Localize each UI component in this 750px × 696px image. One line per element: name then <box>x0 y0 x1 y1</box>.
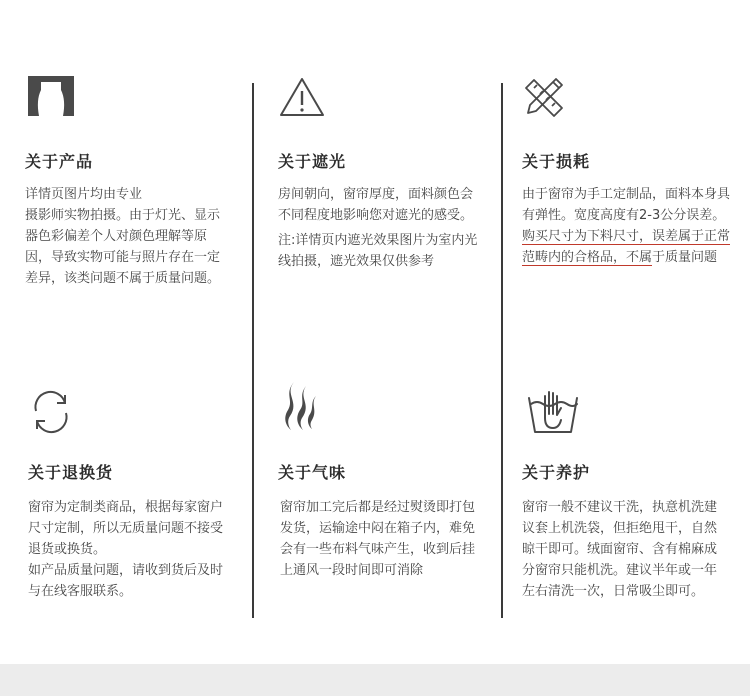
section-text: 由于窗帘为手工定制品，面料本身具有弹性。宽度高度有2-3公分误差。 <box>522 187 731 223</box>
section-body <box>522 497 727 602</box>
refresh-arrows-icon <box>28 389 74 435</box>
footer-band <box>0 664 750 696</box>
section-title: 关于产品 <box>25 152 94 171</box>
hand-wash-icon <box>527 388 579 434</box>
section-text: 于质量问题 <box>652 250 718 265</box>
section-title: 关于损耗 <box>522 152 591 171</box>
section-body <box>278 184 478 272</box>
smoke-icon <box>282 380 318 432</box>
section-title: 关于气味 <box>278 463 347 482</box>
section-text: 摄影师实物拍摄。由于灯光、显示器色彩偏差个人对颜色理解等原因，导致实物可能与照片存在一定差异，该类问题不属于质量问题。 <box>25 208 221 286</box>
column-divider-left <box>252 83 254 618</box>
section-text: 窗帘加工完后都是经过熨烫即打包发货，运输途中闷在箱子内，难免会有一些布料气味产生，收到后挂上通风一段时间即可消除 <box>280 500 476 578</box>
section-body <box>280 497 480 581</box>
section-text: 房间朝向，窗帘厚度，面料颜色会不同程度地影响您对遮光的感受。 <box>278 187 474 223</box>
section-body <box>522 184 730 268</box>
warning-triangle-icon <box>279 76 325 118</box>
ruler-pencil-icon <box>522 76 566 118</box>
section-title: 关于退换货 <box>28 463 114 482</box>
section-title: 关于养护 <box>522 463 591 482</box>
column-divider-right <box>501 83 503 618</box>
highlighted-text: 购买尺寸为下料尺寸，误差属于正常范畴内的合格品，不属 <box>522 229 731 265</box>
section-text: 如产品质量问题，请收到货后及时与在线客服联系。 <box>28 563 224 599</box>
section-body <box>25 184 230 289</box>
section-text: 注:详情页内遮光效果图片为室内光线拍摄，遮光效果仅供参考 <box>278 233 478 269</box>
section-text: 窗帘一般不建议干洗，执意机洗建议套上机洗袋，但拒绝甩干，自然晾干即可。绒面窗帘、含有棉麻成分窗帘只能机洗。建议半年或一年左右清洗一次，日常吸尘即可。 <box>522 500 718 599</box>
section-body <box>28 497 228 602</box>
section-title: 关于遮光 <box>278 152 347 171</box>
section-text: 详情页图片均由专业 <box>25 187 143 202</box>
section-text: 窗帘为定制类商品，根据每家窗户尺寸定制，所以无质量问题不接受退货或换货。 <box>28 500 224 557</box>
curtain-icon <box>28 76 74 118</box>
